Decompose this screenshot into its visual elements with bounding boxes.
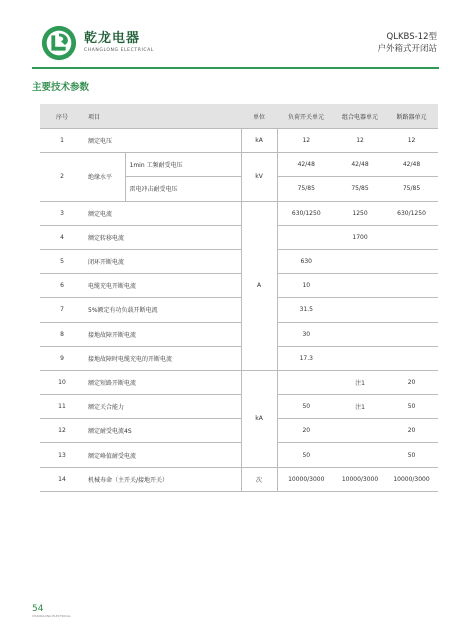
row-item: 5%额定有功负载开断电流	[84, 298, 241, 322]
row-value-2	[335, 274, 385, 298]
table-row	[40, 225, 438, 249]
row-value-3	[385, 274, 438, 298]
row-item: 额定电压	[84, 129, 241, 153]
row-index: 14	[40, 467, 84, 491]
row-value-1: 50	[277, 395, 335, 419]
row-item: 闭环开断电流	[84, 249, 241, 273]
row-value-1: 50	[277, 443, 335, 467]
row-value-2: 42/48	[335, 153, 385, 177]
row-value-1: 630/1250	[277, 201, 335, 225]
row-value-3: 50	[385, 395, 438, 419]
row-index: 4	[40, 225, 84, 249]
row-item: 机械寿命（主开关/接地开关）	[84, 467, 241, 491]
row-index: 11	[40, 395, 84, 419]
row-item: 额定关合能力	[84, 395, 241, 419]
row-index: 2	[40, 153, 84, 201]
model-code: QLKBS-12型	[386, 32, 437, 42]
row-value-3	[385, 249, 438, 273]
table-row	[40, 346, 438, 370]
table-row	[40, 443, 438, 467]
row-value-3: 75/85	[385, 177, 438, 201]
table-row	[40, 419, 438, 443]
row-value-3	[385, 298, 438, 322]
row-value-1	[277, 370, 335, 394]
row-value-1	[277, 225, 335, 249]
brand-logo	[40, 24, 154, 62]
row-value-1: 17.3	[277, 346, 335, 370]
header-divider	[32, 67, 439, 69]
row-index: 1	[40, 129, 84, 153]
technical-parameters-table	[40, 104, 438, 492]
table-row	[40, 298, 438, 322]
row-value-2: 10000/3000	[335, 467, 385, 491]
table-row	[40, 153, 438, 177]
header-load-switch-unit: 负荷开关单元	[277, 104, 335, 129]
row-value-2	[335, 346, 385, 370]
row-index: 9	[40, 346, 84, 370]
row-value-1: 75/85	[277, 177, 335, 201]
row-value-3	[385, 322, 438, 346]
row-value-3	[385, 346, 438, 370]
row-unit: kA	[241, 370, 277, 467]
changlong-logo-icon	[40, 24, 78, 62]
row-item: 电缆充电开断电流	[84, 274, 241, 298]
table-row	[40, 274, 438, 298]
row-index: 10	[40, 370, 84, 394]
row-value-1: 12	[277, 129, 335, 153]
footer-subtext: CHANGLONG ELECTRICAL	[32, 614, 71, 618]
row-value-3: 630/1250	[385, 201, 438, 225]
row-value-2: 75/85	[335, 177, 385, 201]
header-unit: 单位	[241, 104, 277, 129]
row-unit: 次	[241, 467, 277, 491]
row-value-1: 42/48	[277, 153, 335, 177]
page-number: 54	[32, 604, 44, 614]
table-row	[40, 129, 438, 153]
table-row	[40, 201, 438, 225]
table-row	[40, 395, 438, 419]
row-value-2: 1700	[335, 225, 385, 249]
row-item: 接地故障时电缆充电的开断电流	[84, 346, 241, 370]
row-item: 接地故障开断电流	[84, 322, 241, 346]
row-value-3: 20	[385, 370, 438, 394]
row-value-1: 20	[277, 419, 335, 443]
row-item: 绝缘水平	[84, 153, 125, 201]
section-title: 主要技术参数	[32, 82, 90, 93]
row-unit: kA	[241, 129, 277, 153]
brand-name-cn: 乾龙电器	[84, 31, 141, 46]
row-value-2: 注1	[335, 395, 385, 419]
row-value-2	[335, 298, 385, 322]
row-value-2	[335, 419, 385, 443]
row-item: 额定转移电流	[84, 225, 241, 249]
table-header-row	[40, 104, 438, 129]
header-combined-unit: 组合电器单元	[335, 104, 385, 129]
table-row	[40, 322, 438, 346]
table-row	[40, 370, 438, 394]
row-value-3: 10000/3000	[385, 467, 438, 491]
table-row	[40, 249, 438, 273]
row-value-2: 12	[335, 129, 385, 153]
table-row	[40, 467, 438, 491]
row-item: 额定耐受电流4S	[84, 419, 241, 443]
row-value-2	[335, 249, 385, 273]
header-item: 项目	[84, 104, 241, 129]
row-value-1: 30	[277, 322, 335, 346]
brand-name-en: CHANGLONG ELECTRICAL	[84, 48, 154, 53]
row-item: 额定峰值耐受电流	[84, 443, 241, 467]
row-value-3: 50	[385, 443, 438, 467]
row-item: 额定电流	[84, 201, 241, 225]
row-unit: kV	[241, 153, 277, 201]
row-unit: A	[241, 201, 277, 370]
row-index: 8	[40, 322, 84, 346]
row-subitem: 1min 工频耐受电压	[125, 153, 241, 177]
row-index: 7	[40, 298, 84, 322]
row-item: 额定短路开断电流	[84, 370, 241, 394]
row-value-1: 630	[277, 249, 335, 273]
header-index: 序号	[40, 104, 84, 129]
row-value-1: 31.5	[277, 298, 335, 322]
row-index: 6	[40, 274, 84, 298]
row-index: 12	[40, 419, 84, 443]
row-value-2	[335, 443, 385, 467]
header-breaker-unit: 断路器单元	[385, 104, 438, 129]
row-index: 13	[40, 443, 84, 467]
row-value-1: 10000/3000	[277, 467, 335, 491]
row-value-1: 10	[277, 274, 335, 298]
row-value-2: 注1	[335, 370, 385, 394]
row-value-3: 12	[385, 129, 438, 153]
row-value-3: 20	[385, 419, 438, 443]
model-subtitle: 户外箱式开闭站	[377, 44, 437, 54]
row-value-2: 1250	[335, 201, 385, 225]
row-index: 3	[40, 201, 84, 225]
row-index: 5	[40, 249, 84, 273]
row-subitem: 雷电冲击耐受电压	[125, 177, 241, 201]
row-value-3: 42/48	[385, 153, 438, 177]
row-value-3	[385, 225, 438, 249]
model-header	[377, 31, 437, 55]
row-value-2	[335, 322, 385, 346]
